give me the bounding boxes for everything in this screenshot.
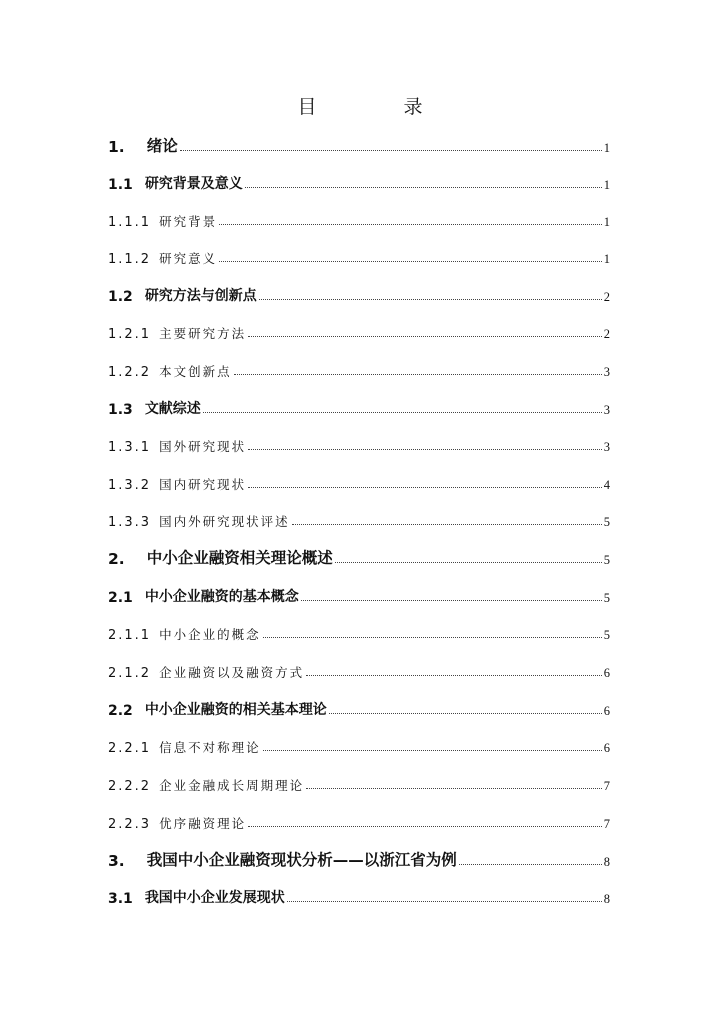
toc-entry-page: 5 bbox=[603, 591, 610, 605]
toc-entry-number: 1.1.1 bbox=[108, 215, 152, 230]
toc-entry-label: 中小企业融资相关理论概述 bbox=[146, 549, 333, 567]
toc-entry-number: 3. bbox=[108, 852, 125, 870]
toc-entry-page: 3 bbox=[603, 365, 610, 379]
toc-entry[interactable] bbox=[108, 848, 610, 870]
toc-entry-page: 1 bbox=[603, 252, 610, 266]
toc-entry-number: 2.2.1 bbox=[108, 741, 152, 756]
toc-leader-dots bbox=[292, 523, 602, 525]
toc-entry-page: 6 bbox=[603, 741, 610, 755]
toc-leader-dots bbox=[180, 149, 602, 151]
toc-entry-page: 8 bbox=[603, 892, 610, 906]
toc-entry-page: 3 bbox=[603, 403, 610, 417]
toc-entry-page: 6 bbox=[603, 704, 610, 718]
toc-title: 目 录 bbox=[297, 96, 457, 118]
toc-entry-number: 1.2 bbox=[108, 289, 133, 305]
toc-entry-page: 5 bbox=[603, 553, 610, 567]
toc-entry[interactable] bbox=[108, 358, 610, 380]
toc-leader-dots bbox=[335, 561, 602, 563]
toc-entry-number: 1.3.2 bbox=[108, 478, 152, 493]
toc-entry-label: 企业融资以及融资方式 bbox=[159, 665, 305, 680]
toc-entry-label: 研究背景 bbox=[159, 214, 218, 229]
toc-entry-label: 我国中小企业融资现状分析——以浙江省为例 bbox=[146, 851, 457, 869]
toc-leader-dots bbox=[203, 411, 602, 413]
toc-entry-label: 文献综述 bbox=[144, 401, 201, 417]
toc-entry-label: 企业金融成长周期理论 bbox=[159, 778, 305, 793]
toc-entry[interactable] bbox=[108, 584, 610, 606]
toc-entry-page: 4 bbox=[603, 478, 610, 492]
toc-entry[interactable] bbox=[108, 396, 610, 418]
toc-leader-dots bbox=[263, 749, 602, 751]
toc-entry[interactable] bbox=[108, 433, 610, 455]
toc-entry-label: 研究方法与创新点 bbox=[144, 288, 257, 304]
toc-entry-number: 1. bbox=[108, 138, 125, 156]
toc-entry[interactable] bbox=[108, 734, 610, 756]
toc-entry-number: 1.3 bbox=[108, 402, 133, 418]
toc-leader-dots bbox=[306, 674, 602, 676]
toc-entry-number: 2.1.2 bbox=[108, 666, 152, 681]
toc-entry-number: 2. bbox=[108, 550, 125, 568]
toc-entry[interactable] bbox=[108, 245, 610, 267]
toc-entry[interactable] bbox=[108, 621, 610, 643]
toc-entry-label: 优序融资理论 bbox=[159, 816, 247, 831]
toc-entry-number: 2.2.3 bbox=[108, 817, 152, 832]
toc-entry[interactable] bbox=[108, 885, 610, 907]
toc-entry-page: 1 bbox=[603, 178, 610, 192]
toc-entry-label: 中小企业的概念 bbox=[159, 627, 261, 642]
toc-entry-number: 1.3.1 bbox=[108, 440, 152, 455]
toc-entry-number: 1.1.2 bbox=[108, 252, 152, 267]
toc-entry[interactable] bbox=[108, 134, 610, 156]
toc-entry-label: 信息不对称理论 bbox=[159, 740, 261, 755]
toc-entry[interactable] bbox=[108, 546, 610, 568]
toc-entry[interactable] bbox=[108, 772, 610, 794]
toc-entry[interactable] bbox=[108, 283, 610, 305]
toc-leader-dots bbox=[219, 260, 602, 262]
toc-leader-dots bbox=[248, 448, 602, 450]
toc-entry-label: 绪论 bbox=[146, 137, 178, 155]
toc-entry-label: 国外研究现状 bbox=[159, 439, 247, 454]
toc-entry-label: 中小企业融资的相关基本理论 bbox=[144, 702, 327, 718]
toc-leader-dots bbox=[329, 712, 602, 714]
toc-entry-label: 主要研究方法 bbox=[159, 326, 247, 341]
toc-entry-page: 7 bbox=[603, 817, 610, 831]
toc-leader-dots bbox=[306, 787, 602, 789]
toc-leader-dots bbox=[259, 298, 602, 300]
toc-entry-label: 国内研究现状 bbox=[159, 477, 247, 492]
toc-leader-dots bbox=[248, 486, 602, 488]
toc-leader-dots bbox=[234, 373, 602, 375]
toc-leader-dots bbox=[248, 825, 602, 827]
toc-entry-page: 3 bbox=[603, 440, 610, 454]
toc-entry-number: 3.1 bbox=[108, 891, 133, 907]
toc-entry-page: 1 bbox=[603, 141, 610, 155]
toc-entry[interactable] bbox=[108, 320, 610, 342]
toc-entry[interactable] bbox=[108, 508, 610, 530]
toc-entry[interactable] bbox=[108, 471, 610, 493]
toc-entry[interactable] bbox=[108, 810, 610, 832]
toc-leader-dots bbox=[263, 636, 602, 638]
toc-leader-dots bbox=[287, 900, 602, 902]
toc-entry-number: 1.2.1 bbox=[108, 327, 152, 342]
toc-entry-number: 1.1 bbox=[108, 177, 133, 193]
toc-entry-label: 我国中小企业发展现状 bbox=[144, 890, 285, 906]
toc-entry-label: 研究背景及意义 bbox=[144, 176, 243, 192]
toc-entry-page: 7 bbox=[603, 779, 610, 793]
toc-entry-page: 2 bbox=[603, 327, 610, 341]
toc-entry-label: 国内外研究现状评述 bbox=[159, 514, 290, 529]
toc-leader-dots bbox=[219, 223, 602, 225]
toc-entry-label: 研究意义 bbox=[159, 251, 218, 266]
toc-entry-page: 5 bbox=[603, 515, 610, 529]
toc-leader-dots bbox=[248, 335, 602, 337]
toc-entry-number: 2.1 bbox=[108, 590, 133, 606]
toc-entry-page: 5 bbox=[603, 628, 610, 642]
toc-entry[interactable] bbox=[108, 697, 610, 719]
toc-entry[interactable] bbox=[108, 171, 610, 193]
toc-entry-number: 2.2 bbox=[108, 703, 133, 719]
toc-entry-number: 2.2.2 bbox=[108, 779, 152, 794]
toc-entry-label: 本文创新点 bbox=[159, 364, 232, 379]
toc-entry-number: 2.1.1 bbox=[108, 628, 152, 643]
toc-entry-page: 8 bbox=[603, 855, 610, 869]
toc-entry-page: 1 bbox=[603, 215, 610, 229]
toc-entry-number: 1.3.3 bbox=[108, 515, 152, 530]
toc-entry-label: 中小企业融资的基本概念 bbox=[144, 589, 299, 605]
toc-leader-dots bbox=[459, 863, 602, 865]
toc-entry[interactable] bbox=[108, 208, 610, 230]
toc-entry-page: 6 bbox=[603, 666, 610, 680]
toc-entry-page: 2 bbox=[603, 290, 610, 304]
toc-leader-dots bbox=[301, 599, 602, 601]
toc-entry[interactable] bbox=[108, 659, 610, 681]
toc-entry-number: 1.2.2 bbox=[108, 365, 152, 380]
toc-leader-dots bbox=[245, 186, 602, 188]
